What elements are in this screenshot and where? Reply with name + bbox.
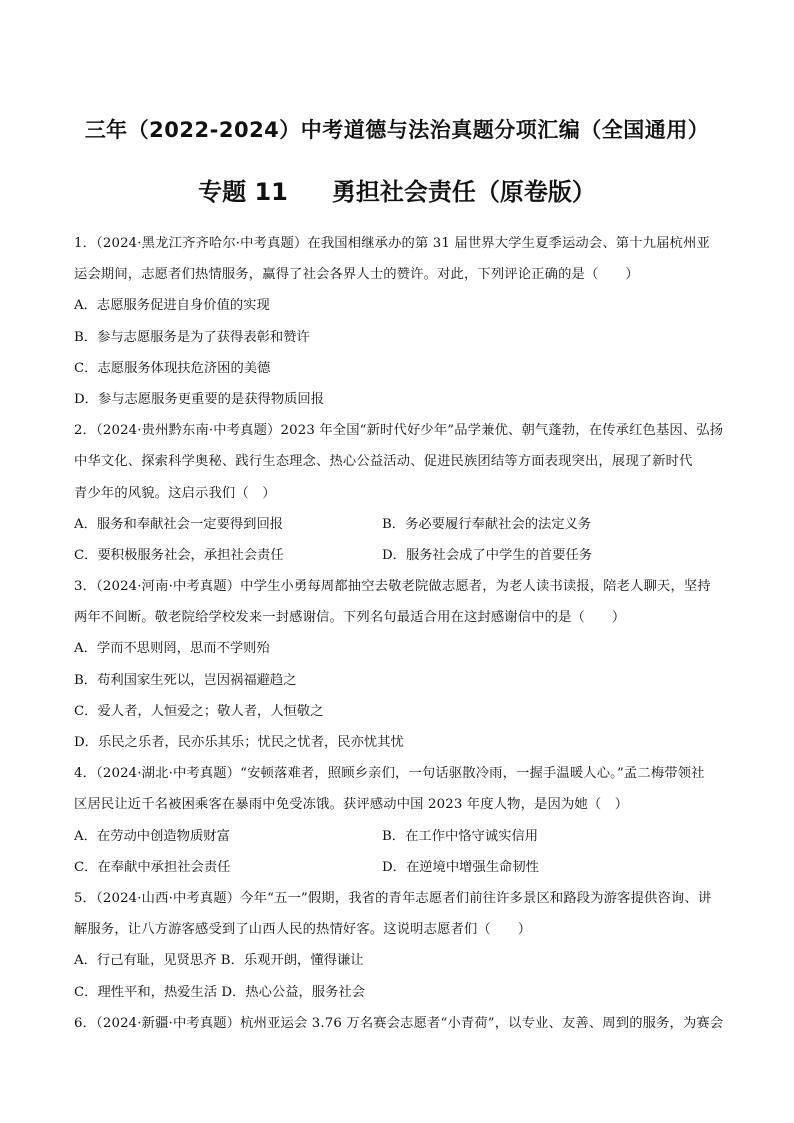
topic-title: 勇担社会责任（原卷版） xyxy=(331,178,596,206)
question-3 xyxy=(74,571,724,758)
option-a: A．学而不思则罔，思而不学则殆 xyxy=(74,641,270,657)
option-b: B．在工作中恪守诚实信用 xyxy=(382,828,539,844)
question-6 xyxy=(74,1008,724,1039)
topic-number: 专题 11 xyxy=(198,178,288,206)
document-title: 三年（2022-2024）中考道德与法治真题分项汇编（全国通用） xyxy=(84,118,710,142)
question-5 xyxy=(74,883,724,1008)
option-a-b: A．行己有耻，见贤思齐 B．乐观开朗，懂得谦让 xyxy=(74,953,364,969)
option-d: D．乐民之乐者，民亦乐其乐；忧民之忧者，民亦忧其忧 xyxy=(74,735,404,750)
option-b: B．苟利国家生死以，岂因祸福避趋之 xyxy=(74,672,297,688)
option-d: D．服务社会成了中学生的首要任务 xyxy=(382,547,593,563)
option-b: B．参与志愿服务是为了获得表彰和赞许 xyxy=(74,329,310,345)
question-stem-line: 2．（2024·贵州黔东南·中考真题）2023 年全国“新时代好少年”品学兼优、朝气蓬勃，在传承红色基因、弘扬 xyxy=(74,423,724,439)
question-stem-line: 3．（2024·河南·中考真题）中学生小勇每周都抽空去敬老院做志愿者，为老人读书读报，陪老人聊天，坚持 xyxy=(74,579,711,595)
questions-list xyxy=(74,228,724,1039)
option-d: D．在逆境中增强生命韧性 xyxy=(382,859,539,875)
question-stem-line: 6．（2024·新疆·中考真题）杭州亚运会 3.76 万名赛会志愿者“小青荷”，以专业、友善、周到的服务，为赛会 xyxy=(74,1015,724,1031)
question-stem-line: 1．（2024·黑龙江齐齐哈尔·中考真题）在我国相继承办的第 31 届世界大学生夏季运动会、第十九届杭州亚 xyxy=(74,236,710,251)
option-b: B．务必要履行奉献社会的法定义务 xyxy=(382,516,592,532)
question-stem-line: 4．（2024·湖北·中考真题）“安顿落难者，照顾乡亲们，一句话驱散冷雨，一握手温暖人心。”孟二梅带领社 xyxy=(74,766,705,782)
question-stem-line: 两年不间断。敬老院给学校发来一封感谢信。下列名句最适合用在这封感谢信中的是（ ） xyxy=(74,610,626,626)
question-stem-line: 运会期间，志愿者们热情服务，赢得了社会各界人士的赞许。对此，下列评论正确的是（ ） xyxy=(74,267,639,283)
question-stem-line: 中华文化、探索科学奥秘、践行生态理念、热心公益活动、促进民族团结等方面表现突出，展现了新时代 xyxy=(74,454,693,470)
question-stem-line: 区居民让近千名被困乘客在暴雨中免受冻饿。获评感动中国 2023 年度人物，是因为她（ ） xyxy=(74,797,629,813)
option-c: C．志愿服务体现扶危济困的美德 xyxy=(74,360,271,376)
document-subtitle xyxy=(40,172,754,207)
option-d: D．参与志愿服务更重要的是获得物质回报 xyxy=(74,391,325,407)
option-c-d: C．理性平和，热爱生活 D．热心公益，服务社会 xyxy=(74,984,365,1000)
option-c: C．爱人者，人恒爱之；敬人者，人恒敬之 xyxy=(74,703,324,719)
question-4 xyxy=(74,758,724,883)
option-c: C．在奉献中承担社会责任 xyxy=(74,859,231,875)
option-a: A．服务和奉献社会一定要得到回报 xyxy=(74,516,284,532)
question-2 xyxy=(74,415,724,571)
option-a: A．在劳动中创造物质财富 xyxy=(74,828,230,844)
question-stem-line: 解服务，让八方游客感受到了山西人民的热情好客。这说明志愿者们（ ） xyxy=(74,922,532,938)
question-1 xyxy=(74,228,724,415)
question-stem-line: 青少年的风貌。这启示我们（ ） xyxy=(74,485,276,501)
option-a: A．志愿服务促进自身价值的实现 xyxy=(74,298,270,314)
option-c: C．要积极服务社会，承担社会责任 xyxy=(74,547,284,563)
question-stem-line: 5．（2024·山西·中考真题）今年“五一”假期，我省的青年志愿者们前往许多景区和路段为游客提供咨询、讲 xyxy=(74,890,712,906)
